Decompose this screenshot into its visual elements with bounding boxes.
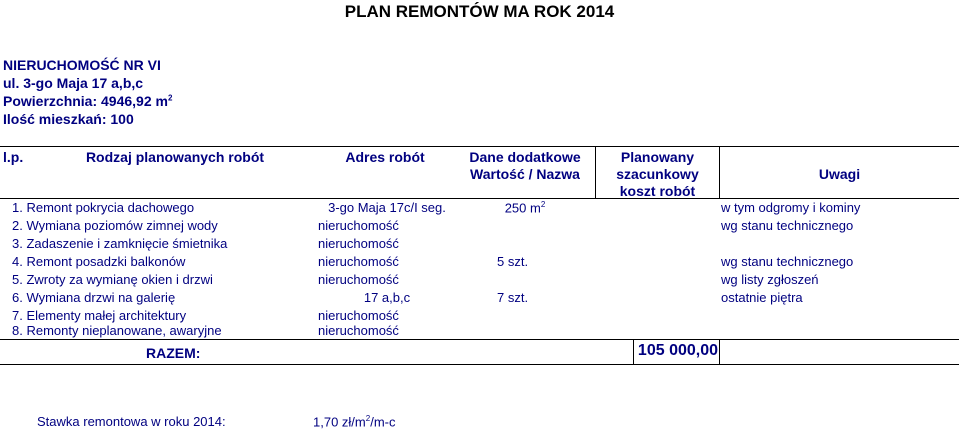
property-units: Ilość mieszkań: 100 xyxy=(3,111,134,127)
row-1-notes: w tym odgromy i kominy xyxy=(721,200,861,215)
row-4-notes: wg stanu technicznego xyxy=(721,254,854,269)
row-6-extra: 7 szt. xyxy=(497,290,529,305)
header-extra-line2: Wartość / Nazwa xyxy=(470,166,580,182)
footer-rate-suffix: /m-c xyxy=(370,414,396,430)
property-name: NIERUCHOMOŚĆ NR VI xyxy=(3,57,161,73)
row-6-address: 17 a,b,c xyxy=(363,290,411,305)
header-notes: Uwagi xyxy=(818,166,861,182)
property-area-label: Powierzchnia: 4946,92 m xyxy=(3,93,168,109)
total-value: 105 000,00 xyxy=(637,342,718,359)
row-2-address: nieruchomość xyxy=(318,218,399,233)
footer-rate-value xyxy=(313,414,395,429)
row-4-work: 4. Remont posadzki balkonów xyxy=(12,254,186,269)
row-3-work: 3. Zadaszenie i zamknięcie śmietnika xyxy=(12,236,228,251)
row-5-work: 5. Zwroty za wymianę okien i drzwi xyxy=(12,272,213,287)
footer-rate-number: 1,70 zł/m xyxy=(313,414,366,430)
rows-bottom-border xyxy=(0,339,959,340)
header-lp: l.p. xyxy=(3,149,24,165)
row-1-extra xyxy=(460,200,590,215)
property-area-unit-sup: 2 xyxy=(167,93,173,103)
footer-rate-label: Stawka remontowa w roku 2014: xyxy=(37,414,226,429)
page-title: PLAN REMONTÓW MA ROK 2014 xyxy=(344,2,615,21)
row-4-address: nieruchomość xyxy=(318,254,399,269)
row-6-notes: ostatnie piętra xyxy=(721,290,803,305)
table-bottom-border xyxy=(0,364,959,365)
row-8-work: 8. Remonty nieplanowane, awaryjne xyxy=(12,323,222,338)
total-label: RAZEM: xyxy=(146,345,201,361)
property-area xyxy=(3,93,172,109)
total-divider-right xyxy=(719,339,720,364)
header-address: Adres robót xyxy=(345,149,425,165)
row-3-address: nieruchomość xyxy=(318,236,399,251)
footer-rate-sup: 2 xyxy=(365,414,371,423)
table-top-border xyxy=(0,146,959,147)
row-1-extra-sup: 2 xyxy=(540,200,546,209)
header-cost-line1: Planowany xyxy=(620,149,695,165)
property-address: ul. 3-go Maja 17 a,b,c xyxy=(3,75,144,91)
row-7-address: nieruchomość xyxy=(318,308,399,323)
row-1-work: 1. Remont pokrycia dachowego xyxy=(12,200,195,215)
header-bottom-border xyxy=(0,198,959,199)
header-work-type: Rodzaj planowanych robót xyxy=(85,149,265,165)
header-cost-line2: szacunkowy xyxy=(616,166,699,182)
row-5-notes: wg listy zgłoszeń xyxy=(721,272,819,287)
row-1-address: 3-go Maja 17c/I seg. xyxy=(328,200,446,215)
header-cost-line3: koszt robót xyxy=(619,183,696,199)
row-1-extra-value: 250 m xyxy=(504,200,541,216)
row-6-work: 6. Wymiana drzwi na galerię xyxy=(12,290,176,305)
row-4-extra: 5 szt. xyxy=(497,254,529,269)
row-7-work: 7. Elementy małej architektury xyxy=(12,308,187,323)
row-5-address: nieruchomość xyxy=(318,272,399,287)
row-2-notes: wg stanu technicznego xyxy=(721,218,854,233)
row-8-address: nieruchomość xyxy=(318,323,399,338)
row-2-work: 2. Wymiana poziomów zimnej wody xyxy=(12,218,218,233)
header-extra-line1: Dane dodatkowe xyxy=(469,149,581,165)
